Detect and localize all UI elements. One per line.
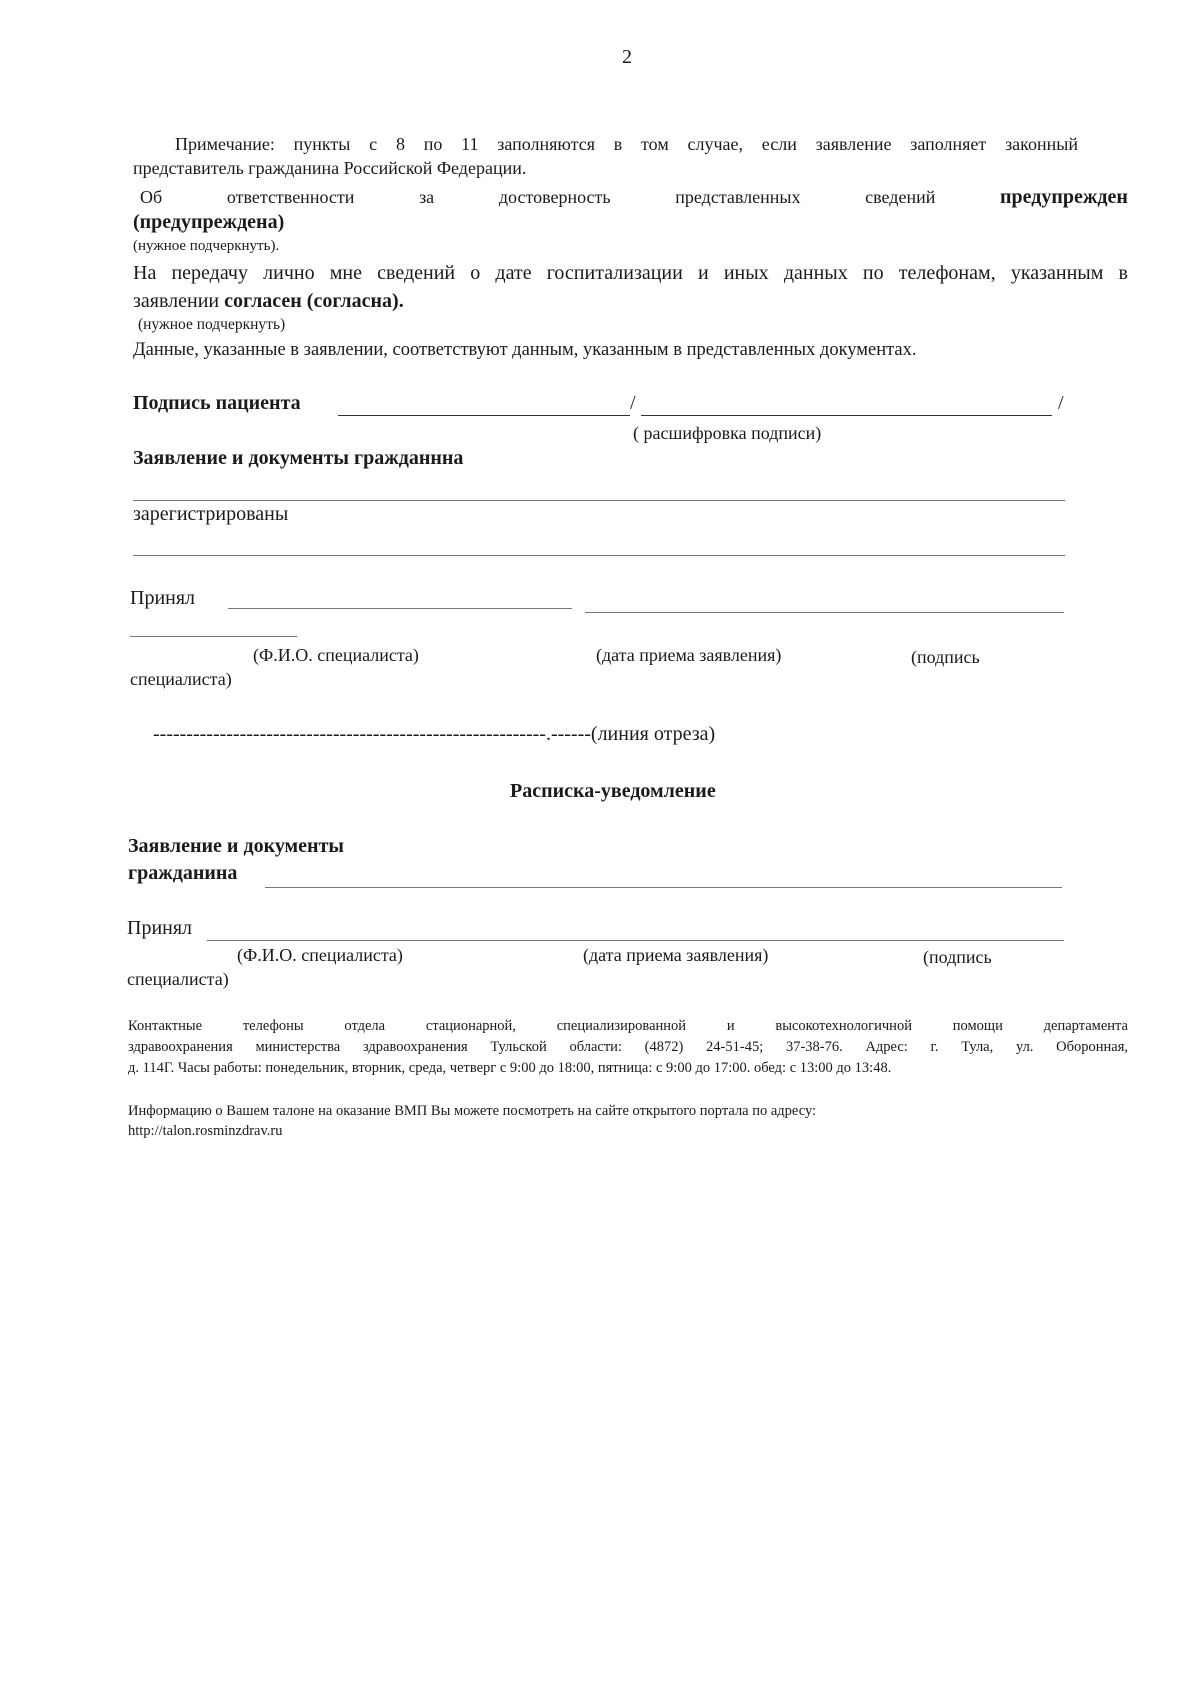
- note-line-2: представитель гражданина Российской Федерации.: [133, 158, 527, 178]
- contacts-line-1: Контактные телефоны отдела стационарной, специализированной и высокотехнологичной помощи департамента: [128, 1018, 1128, 1034]
- contacts-line-2: здравоохранения министерства здравоохранения Тульской области: (4872) 24-51-45; 37-38-76. Адрес: г. Тула, ул. Оборонная,: [128, 1039, 1128, 1055]
- slash: /: [1058, 392, 1064, 414]
- slash: /: [630, 392, 636, 414]
- registered-label: зарегистрированы: [133, 503, 289, 525]
- specialist-signature-field[interactable]: [130, 636, 297, 637]
- responsibility-word: достоверность: [498, 187, 611, 207]
- underline-hint: (нужное подчеркнуть).: [133, 238, 280, 254]
- responsibility-word: за: [419, 187, 435, 207]
- receipt-accepted-field[interactable]: [207, 940, 1064, 941]
- consent-hint: (нужное подчеркнуть): [138, 316, 286, 333]
- receipt-title: Расписка-уведомление: [510, 780, 716, 802]
- note-line-1: Примечание: пункты с 8 по 11 заполняются в том случае, если заявление заполняет законный: [175, 134, 1078, 154]
- consent-line-2: [133, 290, 404, 313]
- date-field[interactable]: [585, 612, 1064, 613]
- citizen-name-field[interactable]: [265, 887, 1062, 888]
- decode-caption: ( расшифровка подписи): [633, 423, 822, 443]
- signature-decode-field[interactable]: [641, 415, 1052, 416]
- accepted-label: Принял: [130, 587, 196, 609]
- warned-option: предупрежден: [1000, 186, 1128, 208]
- specialist-name-field[interactable]: [228, 608, 572, 609]
- responsibility-word: представленных: [675, 187, 801, 207]
- contacts-line-3: д. 114Г. Часы работы: понедельник, вторник, среда, четверг с 9:00 до 18:00, пятница: с 9:00 до 17:00. обед: с 13:00 до 13:48.: [128, 1060, 892, 1076]
- responsibility-word: ответственности: [226, 187, 355, 207]
- registration-title: Заявление и документы гражданнна: [133, 447, 464, 469]
- caption-sign-cont: специалиста): [130, 669, 232, 689]
- consent-line-1: На передачу лично мне сведений о дате госпитализации и иных данных по телефонам, указанным в: [133, 262, 1128, 284]
- responsibility-line: [140, 186, 1128, 209]
- receipt-caption-date: (дата приема заявления): [583, 945, 769, 965]
- consent-option: согласен (согласна).: [224, 290, 404, 312]
- receipt-caption-sign: (подпись: [923, 947, 992, 967]
- registration-field[interactable]: [133, 500, 1065, 501]
- receipt-caption-sign-cont: специалиста): [127, 969, 229, 989]
- receipt-accepted-label: Принял: [127, 917, 193, 939]
- registration-field[interactable]: [133, 555, 1065, 556]
- caption-date: (дата приема заявления): [596, 645, 782, 665]
- conformity-statement: Данные, указанные в заявлении, соответствуют данным, указанным в представленных документах.: [133, 340, 917, 360]
- responsibility-word: Об: [140, 187, 163, 207]
- receipt-docs-line-1: Заявление и документы: [128, 835, 345, 857]
- portal-link[interactable]: http://talon.rosminzdrav.ru: [128, 1123, 283, 1139]
- signature-field[interactable]: [338, 415, 630, 416]
- receipt-docs-line-2: гражданина: [128, 862, 238, 884]
- consent-prefix: заявлении: [133, 290, 225, 312]
- caption-sign: (подпись: [911, 647, 980, 667]
- responsibility-word: сведений: [865, 187, 936, 207]
- warned-option-female: (предупреждена): [133, 211, 285, 233]
- portal-info-line-1: Информацию о Вашем талоне на оказание ВМП Вы можете посмотреть на сайте открытого портала по адресу:: [128, 1103, 817, 1119]
- receipt-caption-fio: (Ф.И.О. специалиста): [237, 945, 403, 965]
- caption-fio: (Ф.И.О. специалиста): [253, 645, 419, 665]
- page-number: 2: [622, 46, 632, 68]
- patient-signature-label: Подпись пациента: [133, 392, 301, 414]
- cut-line: -----------------------------------------------------------.------(линия отреза): [153, 723, 716, 745]
